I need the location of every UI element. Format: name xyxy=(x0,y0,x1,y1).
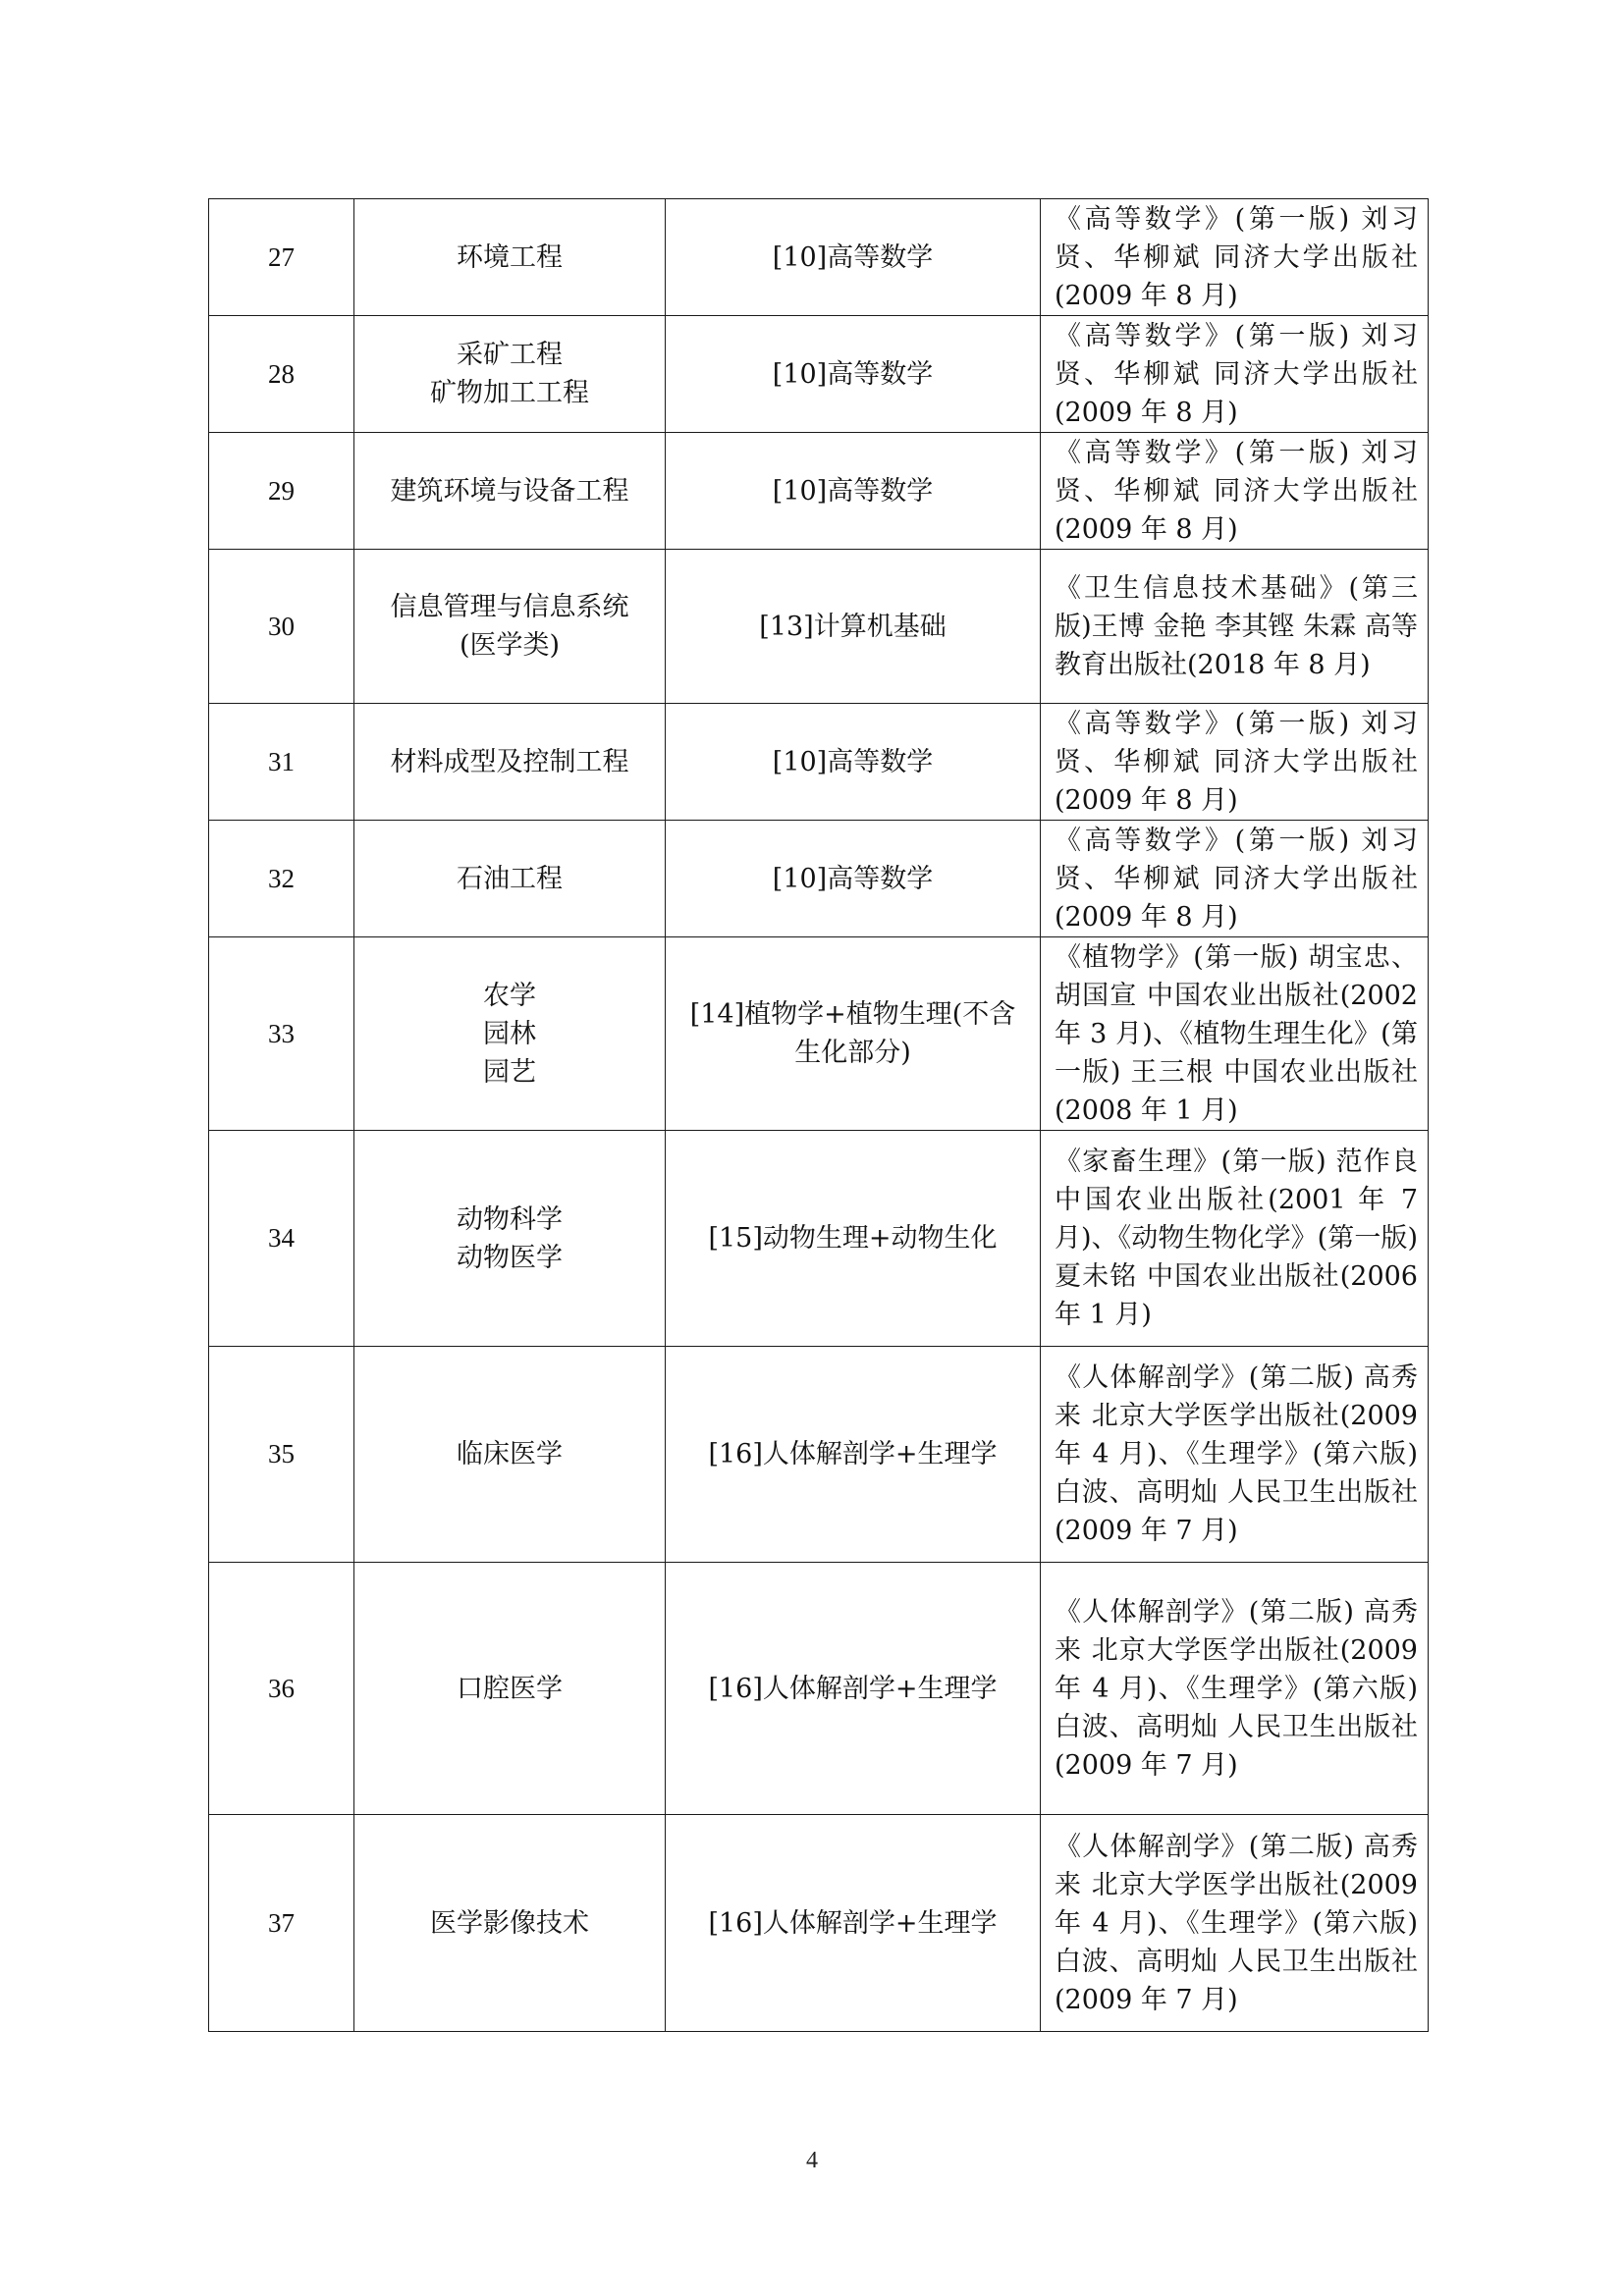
major-name: 石油工程 xyxy=(457,863,563,894)
major-name: 采矿工程 xyxy=(457,340,563,370)
row-number: 31 xyxy=(209,704,354,821)
major-name: 园艺 xyxy=(483,1056,536,1088)
reference-book: 《人体解剖学》(第二版) 高秀来 北京大学医学出版社(2009 年 4 月)、《生理学》(第六版)白波、高明灿 人民卫生出版社(2009 年 7 月) xyxy=(1041,1815,1429,2032)
exam-subject: [16]人体解剖学+生理学 xyxy=(666,1563,1041,1815)
major-cell xyxy=(354,550,666,704)
major-name: 口腔医学 xyxy=(457,1673,563,1704)
exam-subject: [10]高等数学 xyxy=(666,199,1041,316)
major-name: 临床医学 xyxy=(457,1439,563,1469)
table-row xyxy=(209,821,1429,937)
exam-subject: [10]高等数学 xyxy=(666,433,1041,550)
row-number: 27 xyxy=(209,199,354,316)
reference-book: 《植物学》(第一版) 胡宝忠、胡国宣 中国农业出版社(2002 年 3 月)、《植物生理生化》(第一版) 王三根 中国农业出版社(2008 年 1 月) xyxy=(1041,937,1429,1131)
row-number: 32 xyxy=(209,821,354,937)
row-number: 30 xyxy=(209,550,354,704)
reference-book: 《高等数学》(第一版) 刘习贤、华柳斌 同济大学出版社(2009 年 8 月) xyxy=(1041,316,1429,433)
major-name: 医学影像技术 xyxy=(430,1907,589,1939)
reference-book: 《家畜生理》(第一版) 范作良 中国农业出版社(2001 年 7 月)、《动物生物化学》(第一版) 夏未铭 中国农业出版社(2006 年 1 月) xyxy=(1041,1131,1429,1347)
major-cell xyxy=(354,199,666,316)
major-cell xyxy=(354,1131,666,1347)
major-name: 建筑环境与设备工程 xyxy=(390,475,629,507)
reference-book: 《高等数学》(第一版) 刘习贤、华柳斌 同济大学出版社(2009 年 8 月) xyxy=(1041,199,1429,316)
major-cell xyxy=(354,704,666,821)
row-number: 35 xyxy=(209,1347,354,1563)
major-name: 动物科学 xyxy=(457,1203,563,1235)
reference-book: 《高等数学》(第一版) 刘习贤、华柳斌 同济大学出版社(2009 年 8 月) xyxy=(1041,704,1429,821)
table-row xyxy=(209,433,1429,550)
table-row xyxy=(209,550,1429,704)
table-row xyxy=(209,1563,1429,1815)
reference-book: 《卫生信息技术基础》(第三版)王博 金艳 李其铿 朱霖 高等教育出版社(2018 年 8 月) xyxy=(1041,550,1429,704)
table-row xyxy=(209,316,1429,433)
major-name: 材料成型及控制工程 xyxy=(390,746,629,777)
major-cell xyxy=(354,1347,666,1563)
row-number: 33 xyxy=(209,937,354,1131)
reference-book: 《人体解剖学》(第二版) 高秀来 北京大学医学出版社(2009 年 4 月)、《生理学》(第六版)白波、高明灿 人民卫生出版社(2009 年 7 月) xyxy=(1041,1347,1429,1563)
row-number: 28 xyxy=(209,316,354,433)
exam-subject: [15]动物生理+动物生化 xyxy=(666,1131,1041,1347)
exam-subject: [16]人体解剖学+生理学 xyxy=(666,1815,1041,2032)
major-cell xyxy=(354,316,666,433)
exam-subject: [10]高等数学 xyxy=(666,316,1041,433)
reference-book: 《人体解剖学》(第二版) 高秀来 北京大学医学出版社(2009 年 4 月)、《生理学》(第六版)白波、高明灿 人民卫生出版社(2009 年 7 月) xyxy=(1041,1563,1429,1815)
exam-subject: [16]人体解剖学+生理学 xyxy=(666,1347,1041,1563)
reference-book: 《高等数学》(第一版) 刘习贤、华柳斌 同济大学出版社(2009 年 8 月) xyxy=(1041,821,1429,937)
row-number: 34 xyxy=(209,1131,354,1347)
major-cell xyxy=(354,1815,666,2032)
major-name: 信息管理与信息系统 xyxy=(390,592,629,622)
major-cell xyxy=(354,433,666,550)
row-number: 37 xyxy=(209,1815,354,2032)
major-cell xyxy=(354,821,666,937)
table-row xyxy=(209,1347,1429,1563)
major-name: (医学类) xyxy=(459,630,561,661)
exam-subject: [14]植物学+植物生理(不含生化部分) xyxy=(666,937,1041,1131)
major-name: 矿物加工工程 xyxy=(430,378,589,408)
row-number: 29 xyxy=(209,433,354,550)
row-number: 36 xyxy=(209,1563,354,1815)
page-number: 4 xyxy=(806,2148,818,2173)
table-row xyxy=(209,199,1429,316)
syllabus-table xyxy=(208,198,1429,2032)
major-name: 园林 xyxy=(483,1018,536,1049)
exam-subject: [10]高等数学 xyxy=(666,821,1041,937)
reference-book: 《高等数学》(第一版) 刘习贤、华柳斌 同济大学出版社(2009 年 8 月) xyxy=(1041,433,1429,550)
table-row xyxy=(209,704,1429,821)
table-row xyxy=(209,1815,1429,2032)
major-name: 环境工程 xyxy=(457,241,563,273)
major-name: 动物医学 xyxy=(457,1242,563,1273)
table-row xyxy=(209,1131,1429,1347)
major-cell xyxy=(354,1563,666,1815)
exam-subject: [13]计算机基础 xyxy=(666,550,1041,704)
table-row xyxy=(209,937,1429,1131)
major-cell xyxy=(354,937,666,1131)
major-name: 农学 xyxy=(483,980,536,1011)
exam-subject: [10]高等数学 xyxy=(666,704,1041,821)
